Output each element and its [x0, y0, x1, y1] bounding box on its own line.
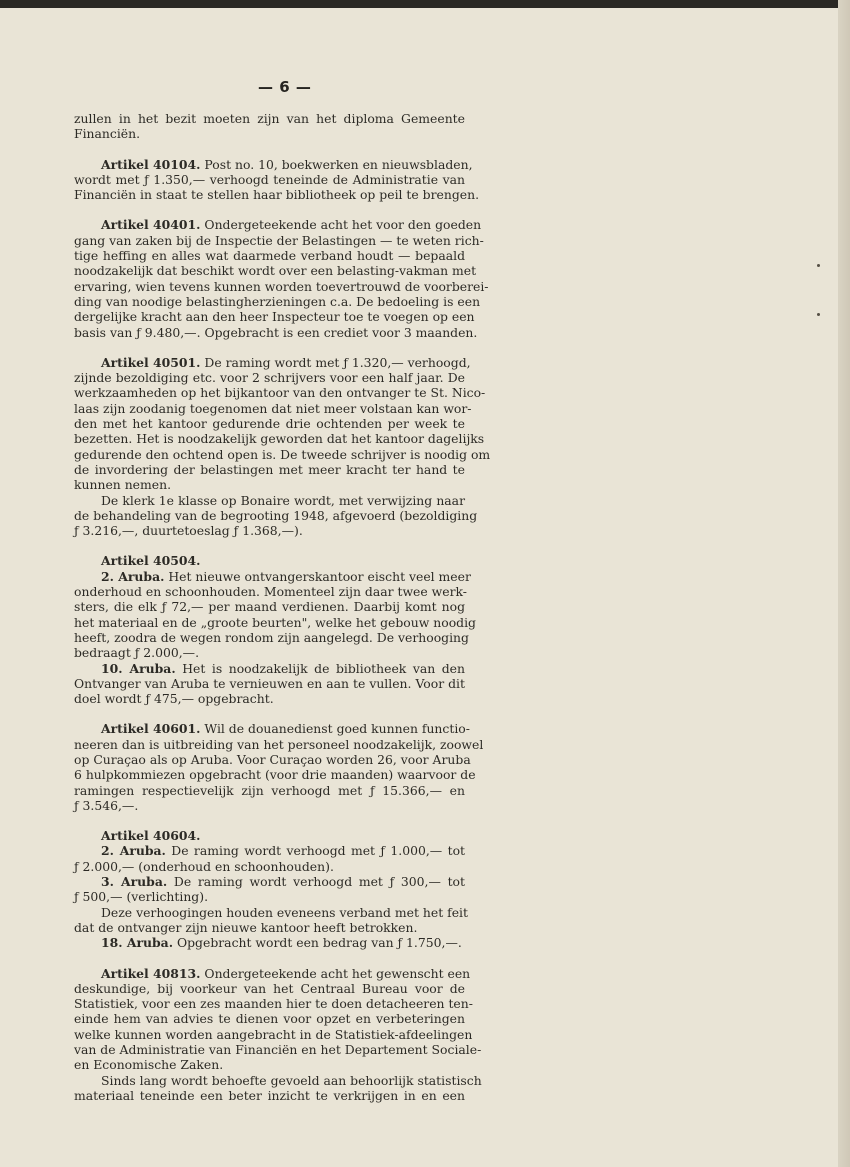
article-heading: Artikel 40504.	[101, 553, 201, 569]
text-line	[74, 354, 471, 370]
text-line	[74, 920, 465, 935]
line-text: Het nieuwe ontvangerskantoor eischt veel meer	[164, 568, 471, 584]
text-line	[74, 385, 486, 401]
line-text: Wil de douanedienst goed kunnen functio-	[200, 721, 470, 737]
text-line	[74, 751, 471, 767]
line-text: Het is noodzakelijk de bibliotheek van den	[175, 660, 465, 676]
line-text: ramingen respectievelijk zijn verhoogd met ƒ 15.366,— en	[74, 782, 465, 798]
text-line	[74, 523, 465, 538]
line-text: dat de ontvanger zijn nieuwe kantoor heeft betrokken.	[74, 919, 418, 935]
line-text: Financiën in staat te stellen haar bibliotheek op peil te brengen.	[74, 187, 480, 203]
text-line	[74, 645, 465, 660]
line-text: materiaal teneinde een beter inzicht te verkrijgen in en een	[74, 1087, 465, 1103]
line-text: ƒ 2.000,— (onderhoud en schoonhouden).	[74, 858, 334, 874]
text-line	[74, 462, 465, 477]
article-heading: Artikel 40604.	[101, 828, 201, 844]
text-line	[74, 996, 473, 1012]
article-heading: Artikel 40813.	[101, 965, 201, 981]
line-text: ƒ 3.216,—, duurtetoeslag ƒ 1.368,—).	[74, 523, 303, 539]
text-line	[74, 783, 465, 798]
paragraph-gap	[74, 202, 465, 217]
article-heading: Artikel 40601.	[101, 721, 201, 737]
article-heading: 2. Aruba.	[101, 843, 166, 859]
line-text: Post no. 10, boekwerken en nieuwsbladen,	[200, 156, 473, 172]
text-line	[74, 1026, 473, 1042]
text-line	[74, 477, 465, 492]
text-line	[74, 370, 465, 385]
text-line	[74, 172, 465, 187]
text-line	[74, 553, 465, 568]
line-text: ding van noodige belastingherzieningen c.a. De bedoeling is een	[74, 293, 481, 309]
text-line	[74, 126, 465, 141]
text-line	[74, 1057, 465, 1072]
line-text: De raming wordt verhoogd met ƒ 300,— tot	[167, 874, 465, 890]
line-text: Opgebracht wordt een bedrag van ƒ 1.750,—.	[173, 935, 462, 951]
line-text: Financiën.	[74, 126, 141, 142]
line-text: wordt met ƒ 1.350,— verhoogd teneinde de Administratie van	[74, 171, 465, 187]
line-text: basis van ƒ 9.480,—. Opgebracht is een crediet voor 3 maanden.	[74, 324, 478, 340]
line-text: ƒ 3.546,—.	[74, 797, 139, 813]
text-line	[74, 584, 465, 599]
text-line	[74, 1042, 482, 1058]
line-text: de behandeling van de begrooting 1948, afgevoerd (bezoldiging	[74, 507, 478, 523]
line-text: zijnde bezoldiging etc. voor 2 schrijvers voor een half jaar. De	[74, 370, 465, 386]
line-text: gedurende den ochtend open is. De tweede schrijver is noodig om	[74, 446, 491, 462]
paragraph-gap	[74, 340, 465, 355]
line-text: de invordering der belastingen met meer kracht ter hand te	[74, 461, 465, 477]
text-line	[74, 507, 478, 523]
line-text: welke kunnen worden aangebracht in de Statistiek-afdeelingen	[74, 1026, 473, 1042]
line-text: bezetten. Het is noodzakelijk geworden dat het kantoor dagelijks	[74, 431, 485, 447]
text-line	[74, 1072, 482, 1088]
text-line	[74, 904, 468, 920]
text-line	[74, 324, 478, 340]
article-heading: Artikel 40501.	[101, 354, 201, 370]
line-text: den met het kantoor gedurende drie ochtenden per week te	[74, 416, 465, 432]
text-line	[74, 767, 476, 783]
line-text: kunnen nemen.	[74, 477, 172, 493]
page-number: — 6 —	[258, 78, 312, 96]
text-line	[74, 661, 465, 676]
text-line	[74, 614, 476, 630]
line-text: Ondergeteekende acht het gewenscht een	[200, 965, 471, 981]
text-line	[74, 493, 465, 508]
text-line	[74, 278, 489, 294]
text-line	[74, 736, 484, 752]
text-line	[74, 293, 481, 309]
document-body	[74, 111, 491, 1103]
paragraph-gap	[74, 538, 465, 553]
line-text: zullen in het bezit moeten zijn van het diploma Gemeente	[74, 111, 465, 126]
line-text: werkzaamheden op het bijkantoor van den ontvanger te St. Nico-	[74, 385, 486, 401]
paragraph-gap	[74, 142, 465, 157]
scan-top-edge	[0, 0, 850, 8]
paragraph-gap	[74, 706, 465, 721]
paper-speck	[817, 313, 820, 316]
line-text: op Curaçao als op Aruba. Voor Curaçao worden 26, voor Aruba	[74, 751, 471, 767]
text-line	[74, 629, 469, 645]
line-text: tige heffing en alles wat daarmede verband houdt — bepaald	[74, 248, 465, 264]
line-text: Sinds lang wordt behoefte gevoeld aan behoorlijk statistisch	[101, 1072, 482, 1088]
text-line	[74, 232, 484, 248]
text-line	[74, 309, 475, 325]
text-line	[74, 859, 465, 874]
line-text: noodzakelijk dat beschikt wordt over een belasting-vakman met	[74, 263, 477, 279]
line-text: neeren dan is uitbreiding van het personeel noodzakelijk, zoowel	[74, 736, 484, 752]
line-text: sters, die elk ƒ 72,— per maand verdienen. Daarbij komt nog	[74, 599, 465, 615]
line-text: van de Administratie van Financiën en het Departement Sociale-	[74, 1042, 482, 1058]
text-line	[74, 599, 465, 614]
line-text: gang van zaken bij de Inspectie der Belastingen — te weten rich-	[74, 232, 484, 248]
line-text: ƒ 500,— (verlichting).	[74, 889, 209, 905]
line-text: laas zijn zoodanig toegenomen dat niet meer volstaan kan wor-	[74, 400, 472, 416]
article-heading: 18. Aruba.	[101, 935, 174, 951]
line-text: 6 hulpkommiezen opgebracht (voor drie maanden) waarvoor de	[74, 767, 476, 783]
text-line	[74, 843, 465, 858]
line-text: De klerk 1e klasse op Bonaire wordt, met verwijzing naar	[101, 492, 465, 508]
line-text: het materiaal en de „groote beurten", welke het gebouw noodig	[74, 614, 476, 630]
text-line	[74, 798, 465, 813]
text-line	[74, 156, 473, 172]
text-line	[74, 1011, 465, 1026]
text-line	[74, 1088, 465, 1103]
line-text: deskundige, bij voorkeur van het Centraal Bureau voor de	[74, 980, 465, 996]
text-line	[74, 828, 465, 843]
text-line	[74, 676, 465, 691]
line-text: en Economische Zaken.	[74, 1057, 224, 1073]
line-text: dergelijke kracht aan den heer Inspecteur toe te voegen op een	[74, 309, 475, 325]
text-line	[74, 691, 465, 706]
paragraph-gap	[74, 813, 465, 828]
text-line	[74, 721, 470, 737]
line-text: De raming wordt met ƒ 1.320,— verhoogd,	[200, 354, 471, 370]
line-text: heeft, zoodra de wegen rondom zijn aangelegd. De verhooging	[74, 629, 469, 645]
text-line	[74, 187, 480, 203]
text-line	[74, 874, 465, 889]
line-text: einde hem van advies te dienen voor opzet en verbeteringen	[74, 1011, 465, 1027]
text-line	[74, 111, 465, 126]
line-text: De raming wordt verhoogd met ƒ 1.000,— tot	[165, 843, 466, 859]
article-heading: 3. Aruba.	[101, 874, 168, 890]
article-heading: Artikel 40104.	[101, 156, 201, 172]
text-line	[74, 248, 465, 263]
text-line	[74, 400, 472, 416]
article-heading: 2. Aruba.	[101, 568, 165, 584]
scan-right-edge	[838, 0, 850, 1167]
text-line	[74, 889, 465, 904]
text-line	[74, 217, 482, 233]
line-text: ervaring, wien tevens kunnen worden toevertrouwd de voorberei-	[74, 278, 489, 294]
line-text: Deze verhoogingen houden eveneens verband met het feit	[101, 904, 468, 920]
text-line	[74, 431, 485, 447]
text-line	[74, 935, 465, 950]
article-heading: Artikel 40401.	[101, 217, 201, 233]
line-text: Ondergeteekende acht het voor den goeden	[200, 217, 482, 233]
text-line	[74, 965, 471, 981]
line-text: bedraagt ƒ 2.000,—.	[74, 645, 200, 661]
line-text: doel wordt ƒ 475,— opgebracht.	[74, 691, 274, 707]
text-line	[74, 568, 471, 584]
text-line	[74, 446, 491, 462]
line-text: Statistiek, voor een zes maanden hier te doen detacheeren ten-	[74, 996, 473, 1012]
text-line	[74, 981, 465, 996]
paper-speck	[817, 264, 820, 267]
article-heading: 10. Aruba.	[101, 660, 176, 676]
paragraph-gap	[74, 951, 465, 966]
line-text: Ontvanger van Aruba te vernieuwen en aan te vullen. Voor dit	[74, 675, 465, 691]
text-line	[74, 263, 477, 279]
line-text: onderhoud en schoonhouden. Momenteel zijn daar twee werk-	[74, 584, 467, 600]
text-line	[74, 416, 465, 431]
